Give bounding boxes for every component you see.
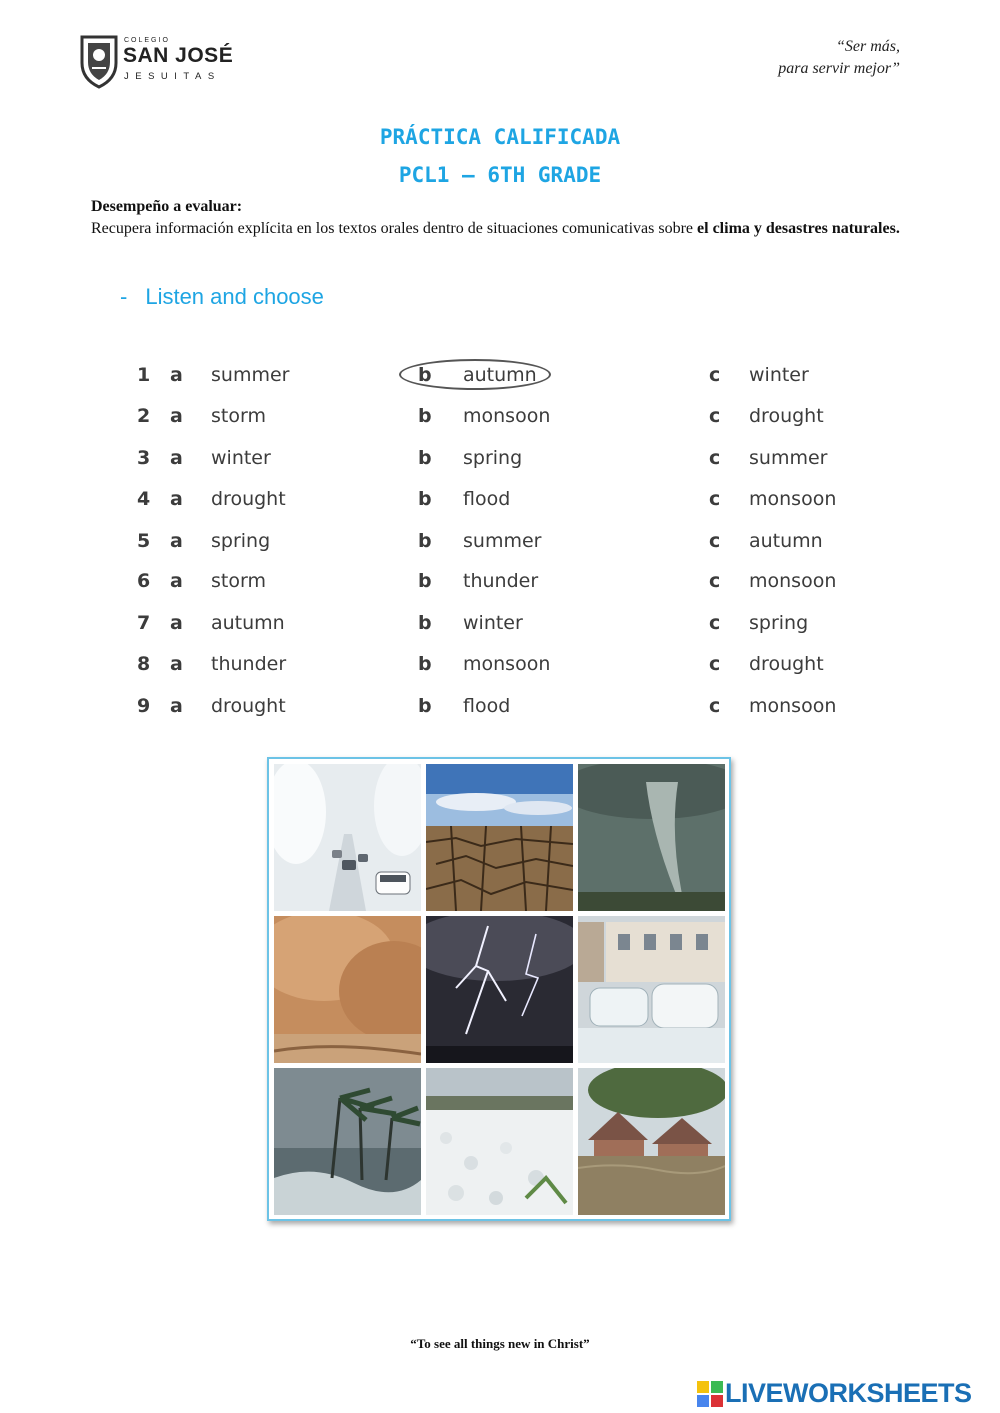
- option-letter-b: b: [418, 695, 432, 717]
- option-c[interactable]: winter: [749, 364, 809, 386]
- flood-image: [578, 1068, 725, 1215]
- tornado-image: [578, 764, 725, 911]
- question-number: 2: [137, 405, 151, 427]
- option-b[interactable]: winter: [463, 612, 523, 634]
- option-letter-c: c: [709, 447, 721, 469]
- option-b[interactable]: autumn: [463, 364, 537, 386]
- option-a[interactable]: storm: [211, 405, 266, 427]
- option-letter-a: a: [170, 447, 183, 469]
- option-letter-a: a: [170, 405, 183, 427]
- option-letter-b: b: [418, 653, 432, 675]
- snowy-road-image: [274, 764, 421, 911]
- performance-text-plain: Recupera información explícita en los textos orales dentro de situaciones comunicativas sobre: [91, 220, 698, 237]
- question-row-4: [0, 488, 1000, 518]
- option-letter-c: c: [709, 695, 721, 717]
- option-c[interactable]: spring: [749, 612, 809, 634]
- question-number: 7: [137, 612, 151, 634]
- option-letter-a: a: [170, 612, 183, 634]
- option-letter-b: b: [418, 405, 432, 427]
- logo-subtitle: JESUITAS: [124, 71, 221, 82]
- liveworksheets-watermark: [697, 1378, 997, 1410]
- question-number: 6: [137, 570, 151, 592]
- option-letter-b: b: [418, 447, 432, 469]
- instruction: [120, 284, 324, 310]
- option-letter-c: c: [709, 364, 721, 386]
- option-c[interactable]: summer: [749, 447, 828, 469]
- option-letter-a: a: [170, 570, 183, 592]
- option-b[interactable]: flood: [463, 488, 511, 510]
- question-number: 8: [137, 653, 151, 675]
- option-b[interactable]: thunder: [463, 570, 539, 592]
- option-c[interactable]: autumn: [749, 530, 823, 552]
- option-c[interactable]: monsoon: [749, 488, 837, 510]
- hurricane-palms-image: [274, 1068, 421, 1215]
- frozen-cars-image: [578, 916, 725, 1063]
- option-letter-a: a: [170, 364, 183, 386]
- footer-quote: “To see all things new in Christ”: [410, 1336, 590, 1351]
- option-letter-b: b: [418, 612, 432, 634]
- school-motto: [778, 36, 900, 80]
- page-subtitle: PCL1 – 6TH GRADE: [398, 163, 602, 187]
- logo-name: SAN JOSÉ: [123, 44, 234, 67]
- option-a[interactable]: summer: [211, 364, 290, 386]
- question-row-7: [0, 612, 1000, 642]
- option-a[interactable]: drought: [211, 695, 286, 717]
- performance-text-bold: el clima y desastres naturales.: [697, 220, 900, 237]
- performance-label: Desempeño a evaluar:: [91, 198, 243, 215]
- option-a[interactable]: thunder: [211, 653, 287, 675]
- option-c[interactable]: drought: [749, 405, 824, 427]
- option-letter-a: a: [170, 695, 183, 717]
- weather-image-grid: [267, 757, 731, 1221]
- lightning-storm-image: [426, 916, 573, 1063]
- page-title: PRÁCTICA CALIFICADA: [379, 125, 621, 149]
- option-b[interactable]: flood: [463, 695, 511, 717]
- question-number: 4: [137, 488, 151, 510]
- option-letter-a: a: [170, 653, 183, 675]
- option-b[interactable]: summer: [463, 530, 542, 552]
- option-c[interactable]: monsoon: [749, 695, 837, 717]
- option-c[interactable]: drought: [749, 653, 824, 675]
- option-letter-c: c: [709, 612, 721, 634]
- school-logo: [78, 33, 238, 91]
- option-c[interactable]: monsoon: [749, 570, 837, 592]
- option-a[interactable]: winter: [211, 447, 271, 469]
- option-letter-b: b: [418, 364, 432, 386]
- option-letter-c: c: [709, 653, 721, 675]
- option-letter-c: c: [709, 570, 721, 592]
- question-row-1: [0, 364, 1000, 394]
- motto-line-2: para servir mejor”: [778, 60, 900, 77]
- question-row-3: [0, 447, 1000, 477]
- option-a[interactable]: autumn: [211, 612, 285, 634]
- watermark-text: LIVEWORKSHEETS: [725, 1378, 972, 1408]
- instruction-dash: -: [120, 284, 128, 309]
- option-b[interactable]: monsoon: [463, 405, 551, 427]
- question-row-6: [0, 570, 1000, 600]
- option-letter-a: a: [170, 530, 183, 552]
- sandstorm-image: [274, 916, 421, 1063]
- option-b[interactable]: monsoon: [463, 653, 551, 675]
- option-a[interactable]: spring: [211, 530, 271, 552]
- question-number: 9: [137, 695, 151, 717]
- question-number: 5: [137, 530, 151, 552]
- liveworksheets-logo-icon: [697, 1381, 723, 1407]
- performance-text: [91, 218, 909, 240]
- motto-line-1: “Ser más,: [835, 38, 900, 55]
- option-letter-c: c: [709, 488, 721, 510]
- question-row-8: [0, 653, 1000, 683]
- instruction-text: Listen and choose: [145, 284, 324, 309]
- question-row-2: [0, 405, 1000, 435]
- question-number: 3: [137, 447, 151, 469]
- hail-image: [426, 1068, 573, 1215]
- option-letter-c: c: [709, 530, 721, 552]
- logo-top-text: COLEGIO: [124, 37, 170, 44]
- drought-cracked-earth-image: [426, 764, 573, 911]
- option-letter-b: b: [418, 488, 432, 510]
- option-letter-c: c: [709, 405, 721, 427]
- question-number: 1: [137, 364, 151, 386]
- option-b[interactable]: spring: [463, 447, 523, 469]
- question-row-5: [0, 530, 1000, 560]
- option-letter-b: b: [418, 530, 432, 552]
- option-letter-a: a: [170, 488, 183, 510]
- option-a[interactable]: storm: [211, 570, 266, 592]
- shield-icon: [78, 33, 120, 89]
- option-letter-b: b: [418, 570, 432, 592]
- question-row-9: [0, 695, 1000, 725]
- option-a[interactable]: drought: [211, 488, 286, 510]
